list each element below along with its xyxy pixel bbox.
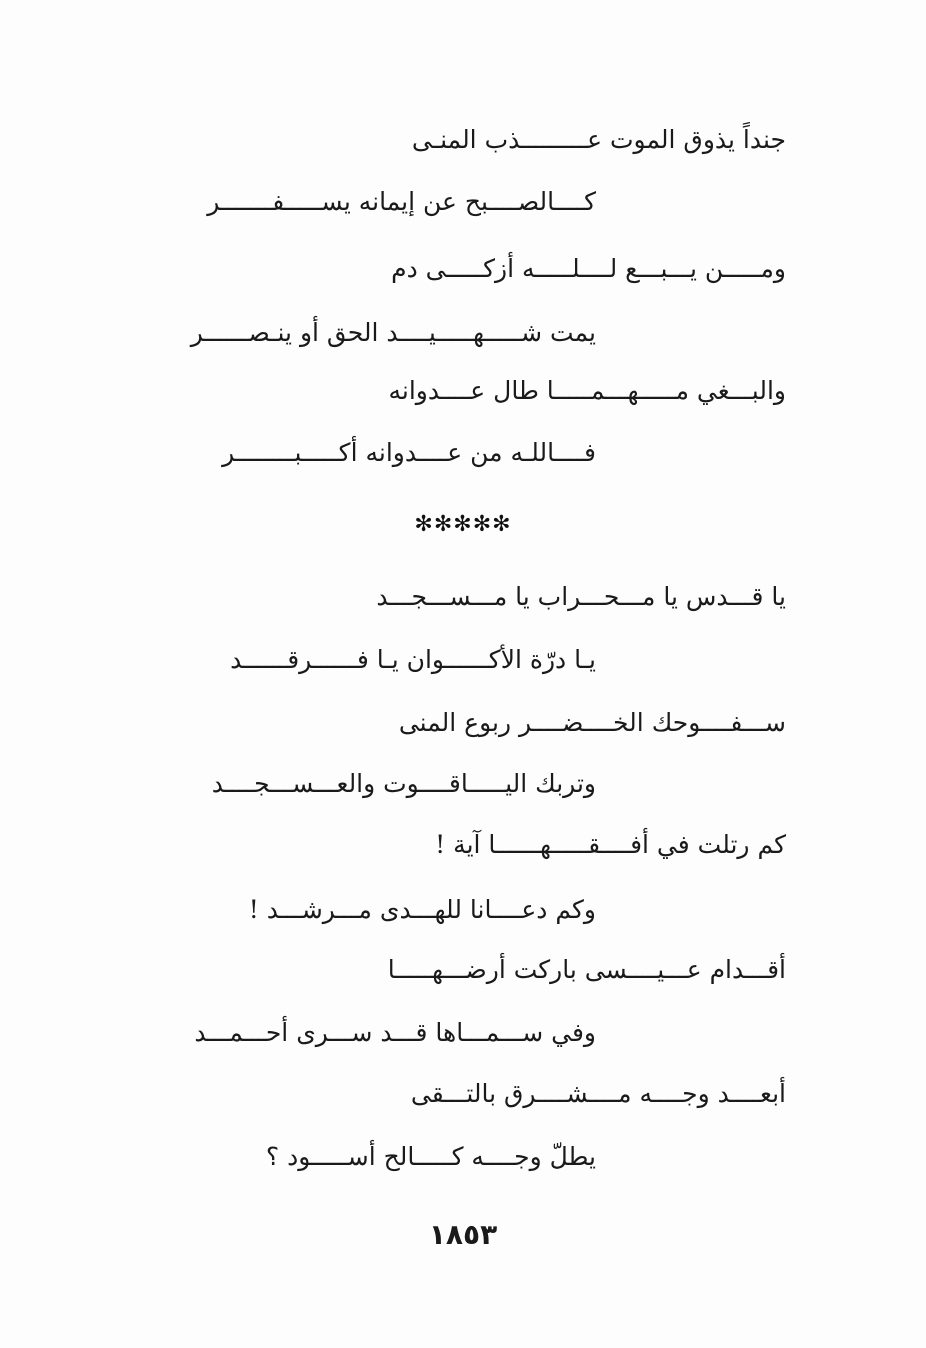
stanza-separator: ✻✻✻✻✻: [414, 512, 512, 537]
verse-line-6: فــــاللـه من عــــدوانه أكـــــبــــــــر: [222, 438, 596, 467]
verse-line-12: وكم دعــــانا للهـــدى مـــرشـــد !: [248, 895, 596, 924]
verse-line-11: كم رتلت في أفــــقـــــهــــــا آية !: [435, 830, 786, 859]
page-number: ١٨٥٣: [428, 1218, 498, 1251]
verse-line-13: أقـــدام عـــيــــسى باركت أرضـــهـــــا: [387, 955, 786, 984]
verse-line-4: يمت شـــــهـــــيــــد الحق أو ينـصــــــر: [190, 318, 596, 347]
verse-line-9: ســـفــــوحك الخــــضــــر ربوع المنى: [398, 708, 786, 737]
verse-line-16: يطلّ وجــــه كـــــالح أســـــود ؟: [265, 1142, 596, 1171]
verse-line-1: جنداً يذوق الموت عـــــــــذب المنـى: [411, 125, 786, 154]
verse-line-5: والبـــغي مـــــهـــمـــــا طال عــــدوانه: [388, 376, 786, 405]
verse-line-3: ومـــــن يـــبـــع لــــلـــــه أزكـــــى دم: [391, 254, 786, 283]
verse-line-14: وفي ســـمـــاها قـــد ســـرى أحـــمـــد: [194, 1018, 596, 1047]
verse-line-7: يا قـــدس يا مـــحـــراب يا مـــســـجـــد: [376, 582, 786, 611]
verse-line-8: يـا درّة الأكــــــوان يـا فــــــرقــــــد: [230, 645, 596, 674]
verse-line-2: كــــالصــــبح عن إيمانه يســـــفـــــــر: [207, 187, 596, 216]
verse-line-15: أبعــــد وجــــه مــــشــــرق بالتـــقى: [410, 1079, 786, 1108]
verse-line-10: وتربك اليـــــاقــــوت والعـــســـجــــد: [211, 769, 596, 798]
